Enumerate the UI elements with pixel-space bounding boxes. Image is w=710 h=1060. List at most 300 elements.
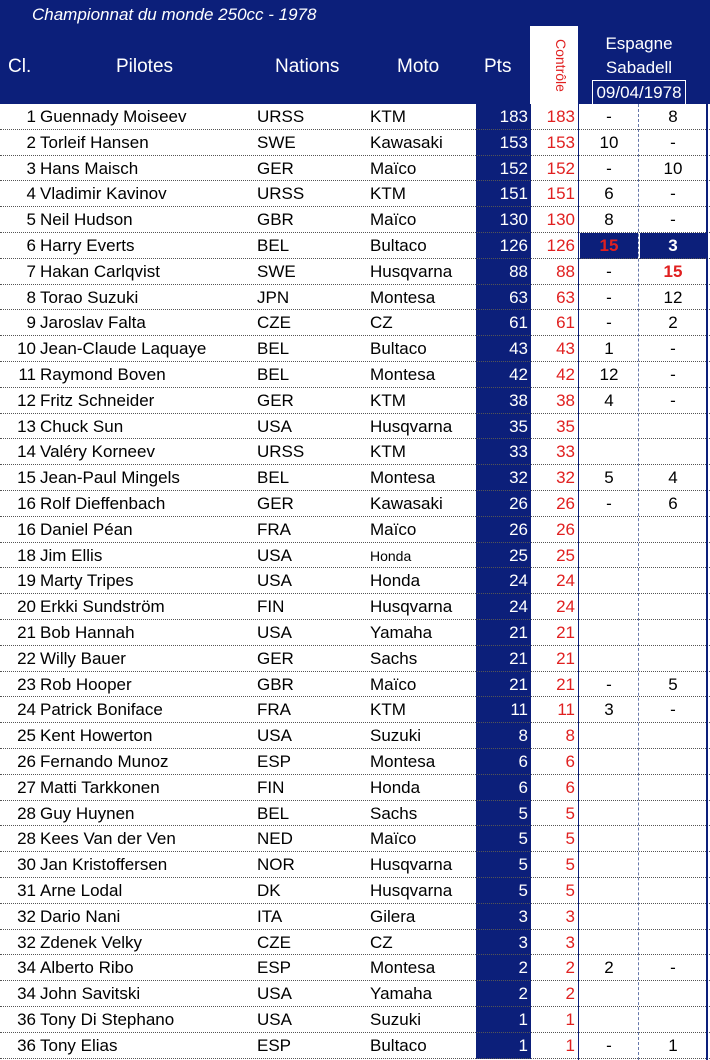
moto-cell: Maïco bbox=[370, 674, 417, 694]
race-moto1-cell: - bbox=[606, 107, 612, 126]
points-cell: 3 bbox=[476, 930, 530, 956]
rank-cell: 14 bbox=[17, 442, 36, 462]
control-cell: 151 bbox=[530, 181, 575, 207]
table-row bbox=[0, 697, 710, 723]
moto-cell: Honda bbox=[370, 777, 421, 797]
control-cell: 3 bbox=[530, 930, 575, 956]
rank-cell: 8 bbox=[26, 287, 36, 307]
table-row bbox=[0, 491, 710, 517]
control-cell: 183 bbox=[530, 104, 575, 130]
control-cell: 6 bbox=[530, 775, 575, 801]
race-moto2-cell: - bbox=[670, 365, 676, 384]
moto-cell: Honda bbox=[370, 547, 412, 564]
table-row bbox=[0, 930, 710, 956]
rank-cell: 28 bbox=[17, 803, 36, 823]
rank-cell: 4 bbox=[26, 184, 36, 204]
pilot-cell: Chuck Sun bbox=[40, 416, 124, 436]
pilot-cell: Erkki Sundström bbox=[40, 597, 165, 617]
points-cell: 61 bbox=[476, 310, 530, 336]
pilot-cell: Raymond Boven bbox=[40, 365, 166, 384]
table-row bbox=[0, 285, 710, 311]
points-cell: 126 bbox=[476, 233, 530, 259]
pilot-cell: Jaroslav Falta bbox=[40, 313, 146, 333]
header-nation: Nations bbox=[275, 56, 340, 77]
pilot-cell: Kent Howerton bbox=[40, 726, 153, 746]
table-row bbox=[0, 388, 710, 414]
pilot-cell: Hakan Carlqvist bbox=[40, 261, 160, 281]
pilot-cell: Marty Tripes bbox=[40, 571, 134, 591]
pilot-cell: Torao Suzuki bbox=[40, 287, 139, 307]
race-moto2-cell: - bbox=[670, 700, 676, 720]
rank-cell: 30 bbox=[17, 855, 36, 875]
header-rank: Cl. bbox=[8, 56, 32, 77]
race-moto2-cell bbox=[640, 878, 706, 904]
race-moto2-cell bbox=[640, 826, 706, 852]
pilot-cell: Daniel Péan bbox=[40, 519, 133, 539]
nation-cell: GER bbox=[257, 494, 294, 513]
nation-cell: USA bbox=[257, 545, 292, 565]
points-cell: 26 bbox=[476, 517, 530, 543]
pilot-cell: Vladimir Kavinov bbox=[40, 184, 167, 204]
moto-cell: Suzuki bbox=[370, 726, 422, 746]
table-row bbox=[0, 620, 710, 646]
race-moto1-cell: - bbox=[606, 261, 612, 281]
table-row bbox=[0, 646, 710, 672]
race-moto2-cell bbox=[640, 439, 706, 465]
race-moto1-cell: - bbox=[606, 287, 612, 307]
control-cell: 25 bbox=[530, 543, 575, 569]
moto-cell: Suzuki bbox=[370, 1010, 422, 1029]
table-row bbox=[0, 362, 710, 388]
points-cell: 5 bbox=[476, 852, 530, 878]
table-row bbox=[0, 465, 710, 491]
race-moto2-cell bbox=[640, 646, 706, 672]
race-moto1-cell: 15 bbox=[580, 233, 638, 259]
race-moto2-cell: 10 bbox=[663, 158, 683, 178]
table-row bbox=[0, 568, 710, 594]
points-cell: 21 bbox=[476, 620, 530, 646]
race-moto2-cell bbox=[640, 904, 706, 930]
points-cell: 8 bbox=[476, 723, 530, 749]
race-moto1-cell: 12 bbox=[599, 365, 619, 384]
pilot-cell: Alberto Ribo bbox=[40, 958, 134, 978]
control-cell: 26 bbox=[530, 517, 575, 543]
race-moto2-cell bbox=[640, 414, 706, 440]
race-moto2-cell: - bbox=[670, 210, 676, 230]
table-row bbox=[0, 749, 710, 775]
moto-cell: Montesa bbox=[370, 958, 436, 978]
moto-cell: Sachs bbox=[370, 803, 418, 823]
race-venue: Sabadell bbox=[605, 58, 673, 77]
race-moto1-cell: 3 bbox=[604, 700, 614, 720]
points-cell: 21 bbox=[476, 672, 530, 698]
table-row bbox=[0, 672, 710, 698]
nation-cell: SWE bbox=[257, 132, 296, 152]
points-cell: 6 bbox=[476, 775, 530, 801]
moto-cell: Honda bbox=[370, 571, 421, 591]
points-cell: 153 bbox=[476, 130, 530, 156]
points-cell: 21 bbox=[476, 646, 530, 672]
nation-cell: USA bbox=[257, 726, 292, 746]
pilot-cell: Jean-Paul Mingels bbox=[40, 468, 180, 488]
race-moto2-cell: - bbox=[670, 132, 676, 152]
control-cell: 21 bbox=[530, 646, 575, 672]
table-row bbox=[0, 878, 710, 904]
sheet-title: Championnat du monde 250cc - 1978 bbox=[32, 5, 317, 24]
table-row bbox=[0, 775, 710, 801]
table-row bbox=[0, 310, 710, 336]
race-moto1-cell: - bbox=[606, 674, 612, 694]
moto-cell: KTM bbox=[370, 390, 406, 410]
pilot-cell: Zdenek Velky bbox=[40, 932, 143, 952]
table-row bbox=[0, 156, 710, 182]
race-moto1-cell bbox=[580, 852, 638, 878]
points-cell: 183 bbox=[476, 104, 530, 130]
race-moto1-cell bbox=[580, 414, 638, 440]
rank-cell: 31 bbox=[17, 881, 36, 900]
race-moto1-cell bbox=[580, 646, 638, 672]
control-cell: 2 bbox=[530, 955, 575, 981]
nation-cell: URSS bbox=[257, 107, 305, 126]
control-cell: 2 bbox=[530, 981, 575, 1007]
race-header bbox=[580, 32, 698, 106]
control-cell: 38 bbox=[530, 388, 575, 414]
pilot-cell: Rob Hooper bbox=[40, 674, 132, 694]
race-date: 09/04/1978 bbox=[592, 80, 685, 106]
pilot-cell: Valéry Korneev bbox=[40, 442, 155, 462]
rank-cell: 5 bbox=[26, 210, 36, 230]
race-moto2-cell bbox=[640, 749, 706, 775]
header-points: Pts bbox=[484, 56, 512, 77]
race-moto1-cell bbox=[580, 1007, 638, 1033]
pilot-cell: Guennady Moiseev bbox=[40, 107, 187, 126]
points-cell: 63 bbox=[476, 285, 530, 311]
points-cell: 25 bbox=[476, 543, 530, 569]
moto-cell: Husqvarna bbox=[370, 881, 453, 900]
nation-cell: GER bbox=[257, 648, 294, 668]
points-cell: 1 bbox=[476, 1007, 530, 1033]
points-cell: 152 bbox=[476, 156, 530, 182]
nation-cell: URSS bbox=[257, 184, 305, 204]
race-moto1-cell bbox=[580, 826, 638, 852]
nation-cell: FIN bbox=[257, 597, 285, 617]
control-cell: 21 bbox=[530, 672, 575, 698]
table-row bbox=[0, 852, 710, 878]
nation-cell: USA bbox=[257, 1010, 292, 1029]
rank-cell: 10 bbox=[17, 339, 36, 359]
nation-cell: JPN bbox=[257, 287, 290, 307]
race-moto1-cell: 2 bbox=[604, 958, 614, 978]
points-cell: 33 bbox=[476, 439, 530, 465]
race-moto1-cell bbox=[580, 543, 638, 569]
control-cell: 5 bbox=[530, 801, 575, 827]
control-cell: 3 bbox=[530, 904, 575, 930]
pilot-cell: Torleif Hansen bbox=[40, 132, 149, 152]
moto-cell: KTM bbox=[370, 184, 406, 204]
moto-cell: Montesa bbox=[370, 287, 436, 307]
table-row bbox=[0, 955, 710, 981]
race-moto2-cell bbox=[640, 568, 706, 594]
rank-cell: 16 bbox=[17, 494, 36, 513]
nation-cell: ESP bbox=[257, 1035, 292, 1055]
rank-cell: 28 bbox=[17, 829, 36, 849]
nation-cell: BEL bbox=[257, 803, 290, 823]
race-moto1-cell bbox=[580, 981, 638, 1007]
nation-cell: BEL bbox=[257, 236, 290, 255]
nation-cell: BEL bbox=[257, 339, 290, 359]
race-moto2-cell: 2 bbox=[668, 313, 678, 333]
table-row bbox=[0, 207, 710, 233]
moto-cell: Yamaha bbox=[370, 984, 433, 1004]
pilot-cell: Neil Hudson bbox=[40, 210, 133, 230]
pilot-cell: Jim Ellis bbox=[40, 545, 103, 565]
points-cell: 2 bbox=[476, 955, 530, 981]
table-row bbox=[0, 826, 710, 852]
control-cell: 126 bbox=[530, 233, 575, 259]
moto-cell: Montesa bbox=[370, 365, 436, 384]
rank-cell: 1 bbox=[26, 107, 36, 126]
table-row bbox=[0, 723, 710, 749]
column-divider bbox=[578, 104, 579, 1060]
nation-cell: USA bbox=[257, 416, 292, 436]
rank-cell: 36 bbox=[17, 1035, 36, 1055]
control-cell: 33 bbox=[530, 439, 575, 465]
moto-cell: KTM bbox=[370, 700, 406, 720]
control-cell: 88 bbox=[530, 259, 575, 285]
moto-cell: Maïco bbox=[370, 519, 417, 539]
nation-cell: NOR bbox=[257, 855, 295, 875]
control-cell: 42 bbox=[530, 362, 575, 388]
pilot-cell: Kees Van der Ven bbox=[40, 829, 176, 849]
race-moto1-cell: 8 bbox=[604, 210, 614, 230]
race-moto1-cell: 1 bbox=[604, 339, 614, 359]
rank-cell: 3 bbox=[26, 158, 36, 178]
race-moto1-cell bbox=[580, 439, 638, 465]
rank-cell: 32 bbox=[17, 932, 36, 952]
table-row bbox=[0, 594, 710, 620]
points-cell: 151 bbox=[476, 181, 530, 207]
rank-cell: 12 bbox=[17, 390, 36, 410]
moto-cell: Bultaco bbox=[370, 236, 427, 255]
race-moto2-cell bbox=[640, 543, 706, 569]
race-moto2-cell bbox=[640, 517, 706, 543]
control-cell: 6 bbox=[530, 749, 575, 775]
rank-cell: 13 bbox=[17, 416, 36, 436]
moto-cell: Montesa bbox=[370, 752, 436, 771]
row-separator bbox=[0, 1058, 710, 1059]
control-cell: 43 bbox=[530, 336, 575, 362]
moto-cell: Gilera bbox=[370, 906, 416, 926]
moto-cell: Kawasaki bbox=[370, 132, 443, 152]
race-moto1-cell: - bbox=[606, 313, 612, 333]
points-cell: 1 bbox=[476, 1033, 530, 1059]
race-moto1-cell bbox=[580, 517, 638, 543]
nation-cell: NED bbox=[257, 829, 293, 849]
race-moto2-cell: 8 bbox=[668, 107, 678, 126]
right-border bbox=[706, 104, 708, 1060]
control-cell: 24 bbox=[530, 568, 575, 594]
control-cell: 5 bbox=[530, 852, 575, 878]
race-moto2-cell bbox=[640, 723, 706, 749]
moto-cell: Husqvarna bbox=[370, 855, 453, 875]
pilot-cell: Harry Everts bbox=[40, 236, 135, 255]
nation-cell: CZE bbox=[257, 313, 291, 333]
race-moto1-cell: 4 bbox=[604, 390, 614, 410]
control-cell: 5 bbox=[530, 826, 575, 852]
control-cell: 61 bbox=[530, 310, 575, 336]
nation-cell: FRA bbox=[257, 700, 291, 720]
pilot-cell: Jean-Claude Laquaye bbox=[40, 339, 207, 359]
pilot-cell: Hans Maisch bbox=[40, 158, 139, 178]
pilot-cell: Fernando Munoz bbox=[40, 752, 169, 771]
column-divider-dashed bbox=[638, 104, 639, 1060]
control-cell: 24 bbox=[530, 594, 575, 620]
nation-cell: FRA bbox=[257, 519, 291, 539]
control-cell: 130 bbox=[530, 207, 575, 233]
table-row bbox=[0, 439, 710, 465]
points-cell: 2 bbox=[476, 981, 530, 1007]
race-moto2-cell: 15 bbox=[663, 261, 683, 281]
points-cell: 130 bbox=[476, 207, 530, 233]
nation-cell: USA bbox=[257, 984, 292, 1004]
race-moto2-cell: 3 bbox=[640, 233, 706, 259]
nation-cell: ESP bbox=[257, 958, 292, 978]
race-moto1-cell: - bbox=[606, 494, 612, 513]
race-moto2-cell: - bbox=[670, 390, 676, 410]
pilot-cell: Fritz Schneider bbox=[40, 390, 155, 410]
race-moto1-cell bbox=[580, 723, 638, 749]
points-cell: 26 bbox=[476, 491, 530, 517]
nation-cell: USA bbox=[257, 571, 292, 591]
race-moto1-cell bbox=[580, 801, 638, 827]
table-row bbox=[0, 1007, 710, 1033]
rank-cell: 32 bbox=[17, 906, 36, 926]
race-moto2-cell: - bbox=[670, 184, 676, 204]
rank-cell: 15 bbox=[17, 468, 36, 488]
points-cell: 38 bbox=[476, 388, 530, 414]
moto-cell: CZ bbox=[370, 932, 393, 952]
points-cell: 5 bbox=[476, 801, 530, 827]
race-moto2-cell: 4 bbox=[668, 468, 678, 488]
race-moto2-cell: 1 bbox=[668, 1035, 678, 1055]
control-cell: 152 bbox=[530, 156, 575, 182]
control-cell: 11 bbox=[530, 697, 575, 723]
nation-cell: CZE bbox=[257, 932, 291, 952]
table-row bbox=[0, 130, 710, 156]
nation-cell: GBR bbox=[257, 674, 294, 694]
nation-cell: BEL bbox=[257, 468, 290, 488]
rank-cell: 9 bbox=[26, 313, 36, 333]
nation-cell: FIN bbox=[257, 777, 285, 797]
header-pilot: Pilotes bbox=[116, 56, 174, 77]
table-row bbox=[0, 414, 710, 440]
control-cell: 32 bbox=[530, 465, 575, 491]
nation-cell: DK bbox=[257, 881, 281, 900]
table-row bbox=[0, 904, 710, 930]
control-cell: 35 bbox=[530, 414, 575, 440]
race-moto1-cell bbox=[580, 620, 638, 646]
points-cell: 24 bbox=[476, 594, 530, 620]
race-moto1-cell: 6 bbox=[604, 184, 614, 204]
rank-cell: 7 bbox=[26, 261, 36, 281]
rank-cell: 19 bbox=[17, 571, 36, 591]
moto-cell: Husqvarna bbox=[370, 597, 453, 617]
race-moto2-cell bbox=[640, 775, 706, 801]
race-moto2-cell bbox=[640, 594, 706, 620]
race-moto2-cell: - bbox=[670, 958, 676, 978]
rank-cell: 6 bbox=[26, 236, 36, 255]
rank-cell: 11 bbox=[18, 365, 36, 384]
race-moto1-cell bbox=[580, 594, 638, 620]
control-cell: 26 bbox=[530, 491, 575, 517]
moto-cell: Sachs bbox=[370, 648, 418, 668]
race-moto1-cell bbox=[580, 749, 638, 775]
points-cell: 42 bbox=[476, 362, 530, 388]
rank-cell: 25 bbox=[17, 726, 36, 746]
rank-cell: 23 bbox=[17, 674, 36, 694]
points-cell: 24 bbox=[476, 568, 530, 594]
moto-cell: Maïco bbox=[370, 210, 417, 230]
moto-cell: Montesa bbox=[370, 468, 436, 488]
rank-cell: 24 bbox=[17, 700, 36, 720]
moto-cell: CZ bbox=[370, 313, 393, 333]
nation-cell: ESP bbox=[257, 752, 292, 771]
race-moto2-cell: 5 bbox=[668, 674, 678, 694]
race-moto1-cell bbox=[580, 930, 638, 956]
control-cell: 5 bbox=[530, 878, 575, 904]
rank-cell: 2 bbox=[26, 132, 36, 152]
race-moto2-cell bbox=[640, 852, 706, 878]
control-cell: 8 bbox=[530, 723, 575, 749]
rank-cell: 34 bbox=[17, 984, 36, 1004]
moto-cell: Yamaha bbox=[370, 623, 433, 642]
points-cell: 3 bbox=[476, 904, 530, 930]
pilot-cell: Jan Kristoffersen bbox=[40, 855, 168, 875]
table-row bbox=[0, 801, 710, 827]
moto-cell: Maïco bbox=[370, 829, 417, 849]
pilot-cell: Dario Nani bbox=[40, 906, 121, 926]
moto-cell: KTM bbox=[370, 442, 406, 462]
table-row bbox=[0, 259, 710, 285]
race-moto1-cell bbox=[580, 568, 638, 594]
moto-cell: Husqvarna bbox=[370, 261, 453, 281]
pilot-cell: Willy Bauer bbox=[40, 648, 126, 668]
rank-cell: 16 bbox=[17, 519, 36, 539]
table-row bbox=[0, 517, 710, 543]
table-row bbox=[0, 981, 710, 1007]
race-moto1-cell bbox=[580, 878, 638, 904]
race-moto2-cell bbox=[640, 1007, 706, 1033]
nation-cell: USA bbox=[257, 623, 292, 642]
pilot-cell: John Savitski bbox=[40, 984, 141, 1004]
moto-cell: Maïco bbox=[370, 158, 417, 178]
points-cell: 35 bbox=[476, 414, 530, 440]
moto-cell: KTM bbox=[370, 107, 406, 126]
moto-cell: Husqvarna bbox=[370, 416, 453, 436]
control-cell: 153 bbox=[530, 130, 575, 156]
rank-cell: 34 bbox=[17, 958, 36, 978]
moto-cell: Kawasaki bbox=[370, 494, 443, 513]
pilot-cell: Tony Elias bbox=[40, 1035, 118, 1055]
rank-cell: 21 bbox=[17, 623, 36, 642]
rank-cell: 27 bbox=[17, 777, 36, 797]
nation-cell: GER bbox=[257, 390, 294, 410]
race-moto2-cell: 12 bbox=[663, 287, 683, 307]
race-moto1-cell: 10 bbox=[599, 132, 619, 152]
rank-cell: 18 bbox=[17, 545, 36, 565]
points-cell: 11 bbox=[476, 697, 530, 723]
nation-cell: BEL bbox=[257, 365, 290, 384]
